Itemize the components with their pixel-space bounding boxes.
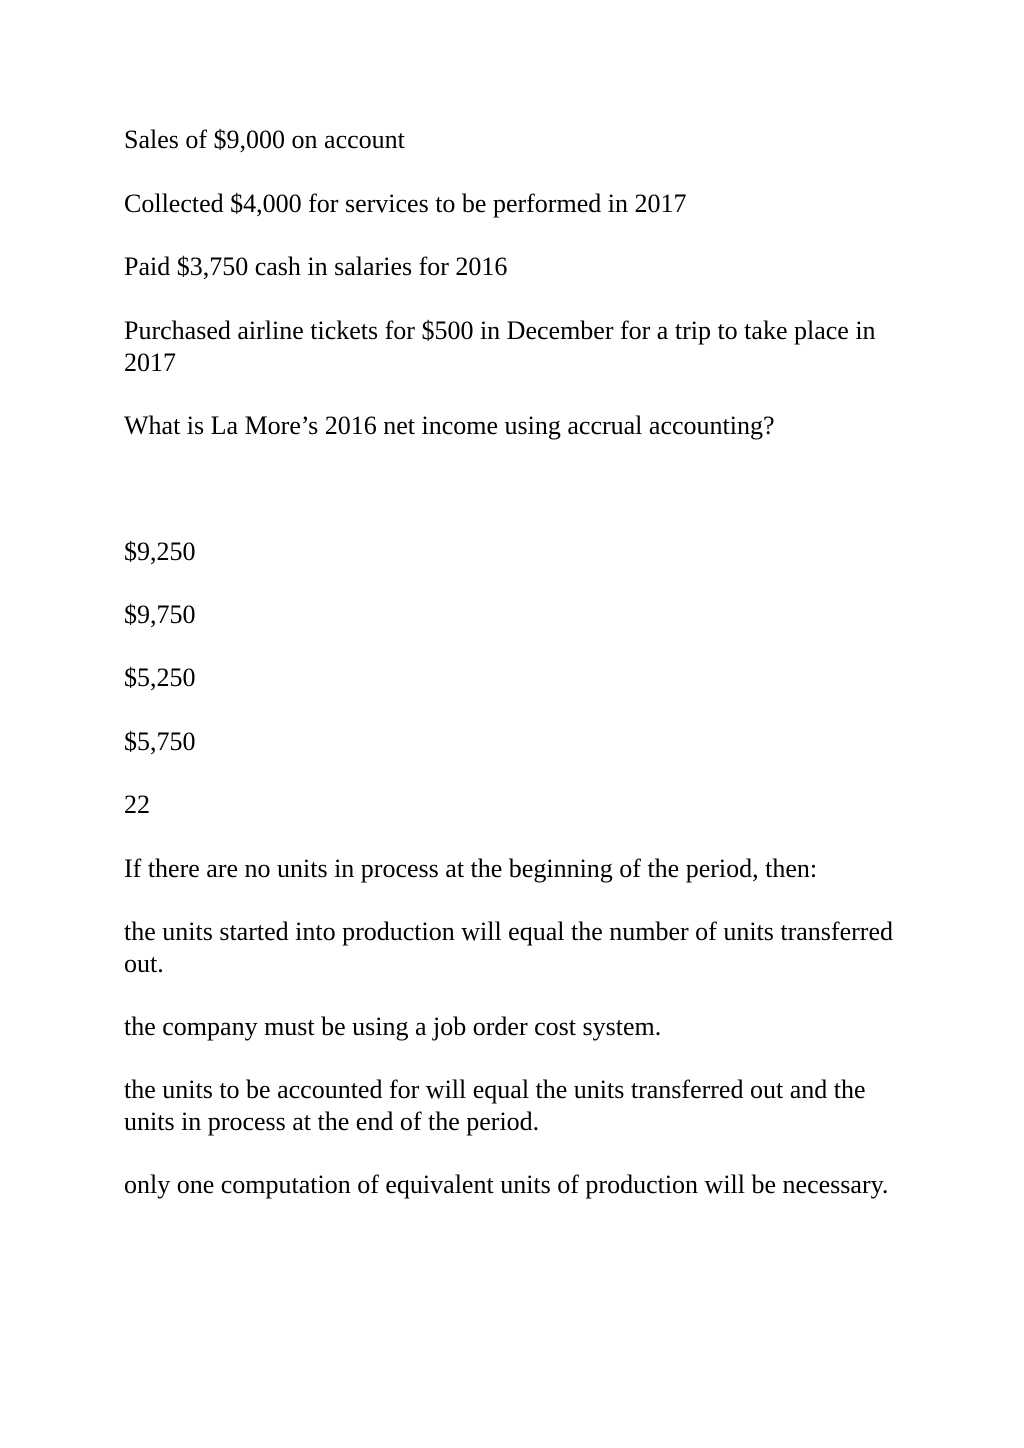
option-1-c: $5,250 <box>124 663 196 692</box>
statement-collected: Collected $4,000 for services to be performed in 2017 <box>124 189 687 218</box>
option-2-c: the units to be accounted for will equal the units transferred out and the units in process at the end of the period. <box>124 1075 866 1136</box>
option-1-a: $9,250 <box>124 537 196 566</box>
option-1-b: $9,750 <box>124 600 196 629</box>
question-number: 22 <box>124 790 150 819</box>
option-2-a: the units started into production will equal the number of units transferred out. <box>124 917 893 978</box>
question-net-income: What is La More’s 2016 net income using accrual accounting? <box>124 411 775 440</box>
option-1-d: $5,750 <box>124 727 196 756</box>
statement-salaries: Paid $3,750 cash in salaries for 2016 <box>124 252 508 281</box>
question-units-in-process: If there are no units in process at the beginning of the period, then: <box>124 854 818 883</box>
option-2-d: only one computation of equivalent units of production will be necessary. <box>124 1170 889 1199</box>
option-2-b: the company must be using a job order cost system. <box>124 1012 662 1041</box>
statement-airline: Purchased airline tickets for $500 in December for a trip to take place in 2017 <box>124 316 876 377</box>
statement-sales: Sales of $9,000 on account <box>124 125 405 154</box>
